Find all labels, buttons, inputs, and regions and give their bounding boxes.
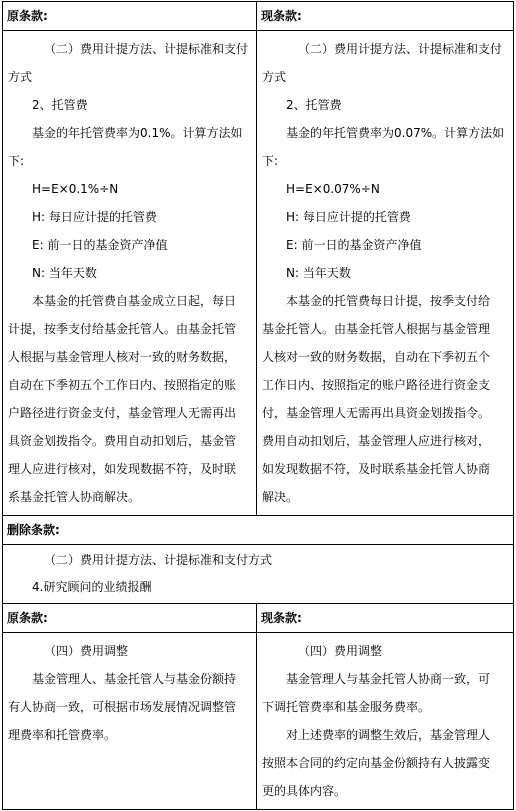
text-line: 更的具体内容。 [262,784,347,798]
text-line: N: 当年天数 [32,266,97,280]
current-clause-label: 现条款: [261,9,302,23]
section3-left-cell [3,633,257,810]
original-clause-label: 原条款: [7,9,48,23]
text-line: 对上述费率的调整生效后，基金管理人 [286,728,491,742]
section1-header-right [257,2,514,31]
text-line: 理人应进行核对，如发现数据不符，及时联 [8,462,237,476]
section1-right-cell [257,31,514,516]
text-line: （四）费用调整 [298,644,383,658]
text-line: 下: [8,154,25,168]
formula-line: H=E×0.07%÷N [286,182,380,196]
text-line: 人核对一致的财务数据，自动在下季初五个 [262,350,491,364]
text-line: 方式 [8,70,33,84]
text-line: 基金的年托管费率为0.07%。计算方法如 [286,126,505,140]
section3-header-right [257,604,514,633]
text-line: 本基金的托管费自基金成立日起，每日 [32,294,237,308]
text-line: 自动在下季初五个工作日内、按照指定的账 [8,378,237,392]
text-line: 4.研究顾问的业绩报酬 [32,580,152,594]
section1-left-cell [3,31,257,516]
text-line: 工作日内、按照指定的账户路径进行资金支 [262,378,491,392]
text-line: 下调托管费率和基金服务费率。 [262,700,431,714]
text-line: H: 每日应计提的托管费 [286,210,411,224]
text-line: 2、托管费 [32,98,88,112]
text-line: 理费率和托管费率。 [8,728,117,742]
text-line: E: 前一日的基金资产净值 [286,238,422,252]
original-clause-label: 原条款: [7,611,48,625]
text-line: 费用自动扣划后，基金管理人应进行核对， [262,434,491,448]
text-line: 具资金划拨指令。费用自动扣划后，基金管 [8,434,237,448]
text-line: 方式 [262,70,287,84]
text-line: H: 每日应计提的托管费 [32,210,157,224]
text-line: （二）费用计提方法、计提标准和支付 [44,42,249,56]
section2-body-cell [3,545,514,604]
section2-header-row [3,516,514,545]
section3-header-left [3,604,257,633]
text-line: 计提，按季支付给基金托管人。由基金托管 [8,322,237,336]
text-line: （二）费用计提方法、计提标准和支付方式 [44,553,273,567]
text-line: 下: [262,154,279,168]
text-line: 基金托管人。由基金托管人根据与基金管理 [262,322,491,336]
section1-header-row [3,2,514,31]
section3-right-cell [257,633,514,810]
section1-body-row [3,31,514,516]
amendment-table [2,1,514,810]
section2-header [3,516,514,545]
section3-header-row [3,604,514,633]
formula-line: H=E×0.1%÷N [32,182,119,196]
text-line: 付，基金管理人无需再出具资金划拨指令。 [262,406,491,420]
text-line: N: 当年天数 [286,266,351,280]
text-line: 人根据与基金管理人核对一致的财务数据， [8,350,237,364]
text-line: E: 前一日的基金资产净值 [32,238,168,252]
text-line: 基金管理人、基金托管人与基金份额持 [32,672,237,686]
text-line: 户路径进行资金支付，基金管理人无需再出 [8,406,237,420]
text-line: 本基金的托管费每日计提，按季支付给 [286,294,491,308]
text-line: 基金的年托管费率为0.1%。计算方法如 [32,126,243,140]
current-clause-label: 现条款: [261,611,302,625]
section3-body-row [3,633,514,810]
text-line: 如发现数据不符，及时联系基金托管人协商 [262,462,491,476]
deleted-clause-label: 删除条款: [7,523,60,537]
text-line: （二）费用计提方法、计提标准和支付 [298,42,503,56]
text-line: 系基金托管人协商解决。 [8,490,141,504]
text-line: 解决。 [262,490,299,504]
section2-body-row [3,545,514,604]
section1-header-left [3,2,257,31]
text-line: 有人协商一致，可根据市场发展情况调整管 [8,700,237,714]
text-line: （四）费用调整 [44,644,129,658]
text-line: 按照本合同的约定向基金份额持有人披露变 [262,756,491,770]
text-line: 基金管理人与基金托管人协商一致，可 [286,672,491,686]
text-line: 2、托管费 [286,98,342,112]
